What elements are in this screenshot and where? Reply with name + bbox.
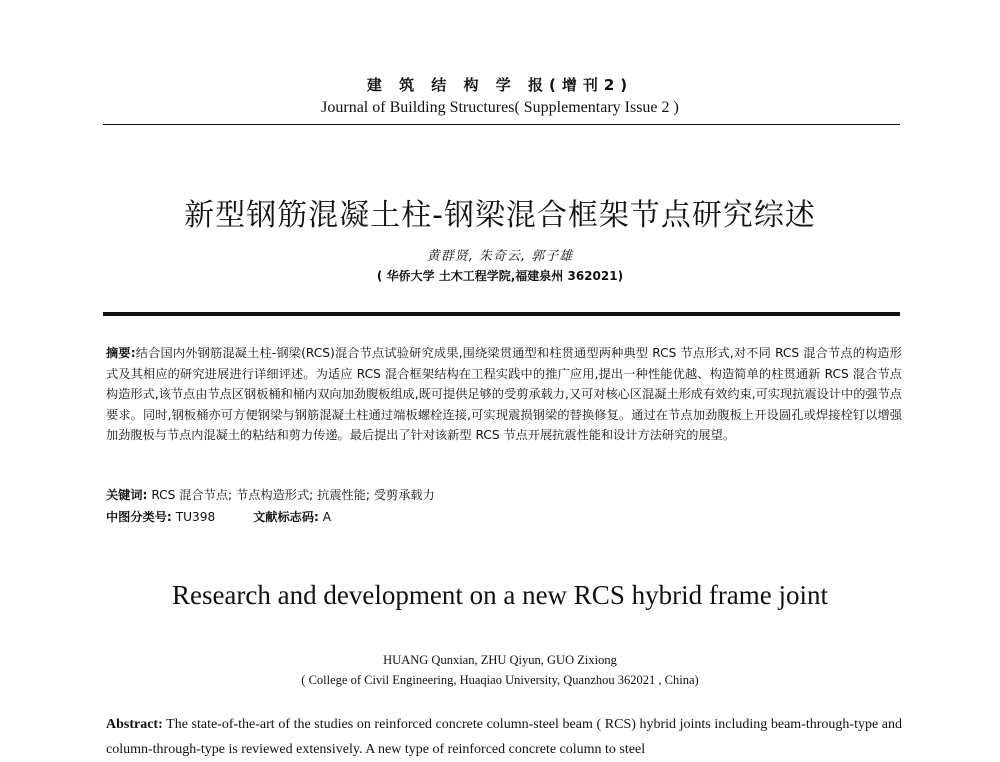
classification-cn <box>106 508 902 525</box>
header-rule <box>103 124 900 125</box>
abstract-cn-text: 结合国内外钢筋混凝土柱-钢梁(RCS)混合节点试验研究成果,围绕梁贯通型和柱贯通型两种典型 RCS 节点形式,对不同 RCS 混合节点的构造形式及其相应的研究进展进行详细评述。为适应 RCS 混合框架结构在工程实践中的推广应用,提出一种性能优越、构造简单的柱贯通新 RCS 混合节点构造形式,该节点由节点区钢板桶和桶内双向加劲腹板组成,既可提供足够的受剪承载力,又可对核心区混凝土形成有效约束,可实现抗震设计中的强节点要求。同时,钢板桶亦可方便钢梁与钢筋混凝土柱通过端板螺栓连接,可实现震损钢梁的替换修复。通过在节点加劲腹板上开设圆孔或焊接栓钉以增强加劲腹板与节点内混凝土的粘结和剪力传递。最后提出了针对该新型 RCS 节点开展抗震性能和设计方法研究的展望。 <box>106 346 902 442</box>
abstract-en-text: The state-of-the-art of the studies on reinforced concrete column-steel beam ( RCS) hybrid joints including beam-through-type and column-through-type is reviewed extensively. A new type of reinforced concrete column to steel <box>106 717 903 757</box>
title-rule <box>103 312 900 316</box>
journal-name-cn: 建 筑 结 构 学 报(增刊2) <box>366 76 634 94</box>
abstract-cn <box>106 343 902 446</box>
clc-value: TU398 <box>175 510 216 524</box>
article-title-en: Research and development on a new RCS hybrid frame joint <box>171 580 829 610</box>
authors-en: HUANG Qunxian, ZHU Qiyun, GUO Zixiong <box>383 653 617 667</box>
journal-name-en: Journal of Building Structures( Supplementary Issue 2 ) <box>321 99 679 116</box>
article-title-cn: 新型钢筋混凝土柱-钢梁混合框架节点研究综述 <box>184 198 816 233</box>
clc-label: 中图分类号: <box>106 510 172 524</box>
abstract-en <box>106 712 902 762</box>
keywords-cn-text: RCS 混合节点; 节点构造形式; 抗震性能; 受剪承载力 <box>151 488 435 502</box>
affiliation-en: ( College of Civil Engineering, Huaqiao University, Quanzhou 362021 , China) <box>301 673 699 687</box>
affiliation-cn: ( 华侨大学 土木工程学院,福建泉州 362021) <box>376 269 624 283</box>
doc-code-value: A <box>322 510 332 524</box>
authors-cn: 黄群贤, 朱奇云, 郭子雄 <box>426 249 574 264</box>
keywords-cn-label: 关键词: <box>106 488 148 502</box>
doc-code-label: 文献标志码: <box>253 510 319 524</box>
abstract-cn-label: 摘要: <box>106 346 136 360</box>
keywords-cn <box>106 486 902 503</box>
abstract-en-label: Abstract: <box>106 717 163 732</box>
